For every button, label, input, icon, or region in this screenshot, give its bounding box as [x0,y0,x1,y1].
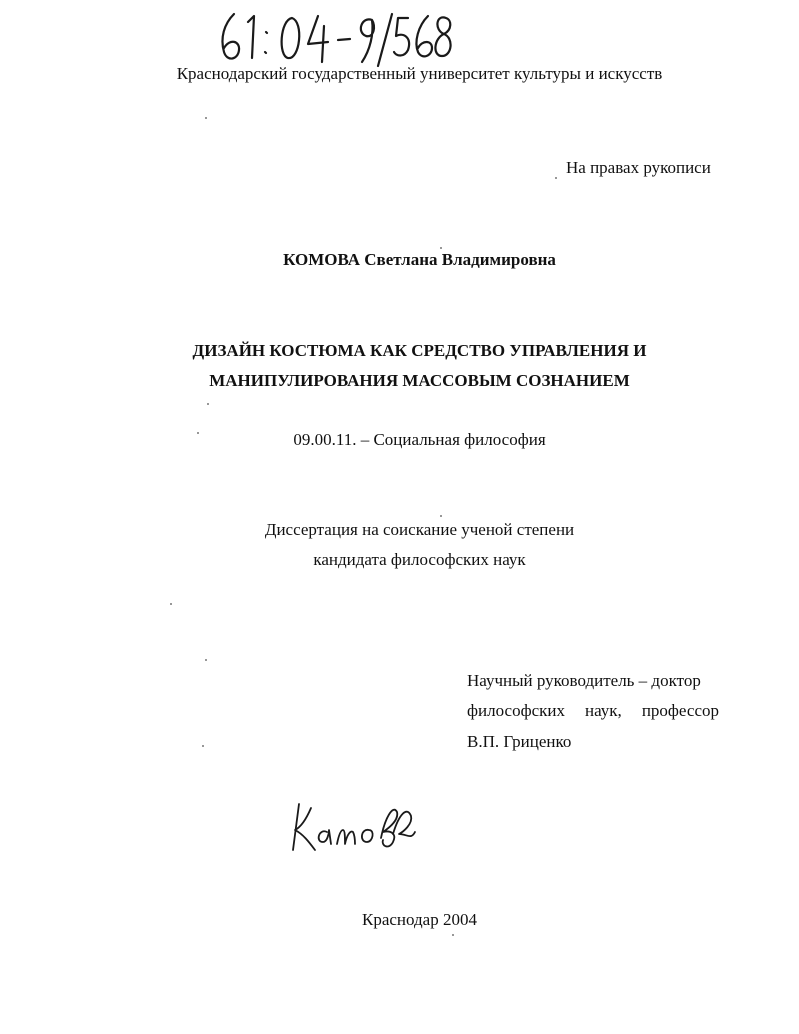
scan-speck [202,745,204,747]
dissertation-title-line-1: ДИЗАЙН КОСТЮМА КАК СРЕДСТВО УПРАВЛЕНИЯ И [192,341,647,360]
supervisor-name: В.П. Гриценко [467,732,572,751]
scan-speck [170,603,172,605]
scan-speck [452,934,454,936]
scan-speck [205,659,207,661]
degree-line-2: кандидата философских наук [313,550,526,569]
university-name: Краснодарский государственный университет культуры и искусств [176,64,663,83]
author-signature [285,794,425,856]
author-name: КОМОВА Светлана Владимировна [283,250,556,269]
scan-speck [440,515,442,517]
scan-speck [440,247,442,249]
supervisor-line-2: философских наук, профессор [467,701,719,720]
handwritten-catalog-code [212,8,452,70]
specialty-code: 09.00.11. – Социальная философия [293,430,546,449]
degree-line-1: Диссертация на соискание ученой степени [264,520,575,539]
scan-speck [197,432,199,434]
dissertation-title-line-2: МАНИПУЛИРОВАНИЯ МАССОВЫМ СОЗНАНИЕМ [209,371,630,390]
city-and-year: Краснодар 2004 [362,910,477,929]
scan-speck [207,403,209,405]
scan-speck [555,177,557,179]
scan-speck [205,117,207,119]
supervisor-line-1: Научный руководитель – доктор [467,671,701,690]
manuscript-rights-note: На правах рукописи [566,158,711,177]
